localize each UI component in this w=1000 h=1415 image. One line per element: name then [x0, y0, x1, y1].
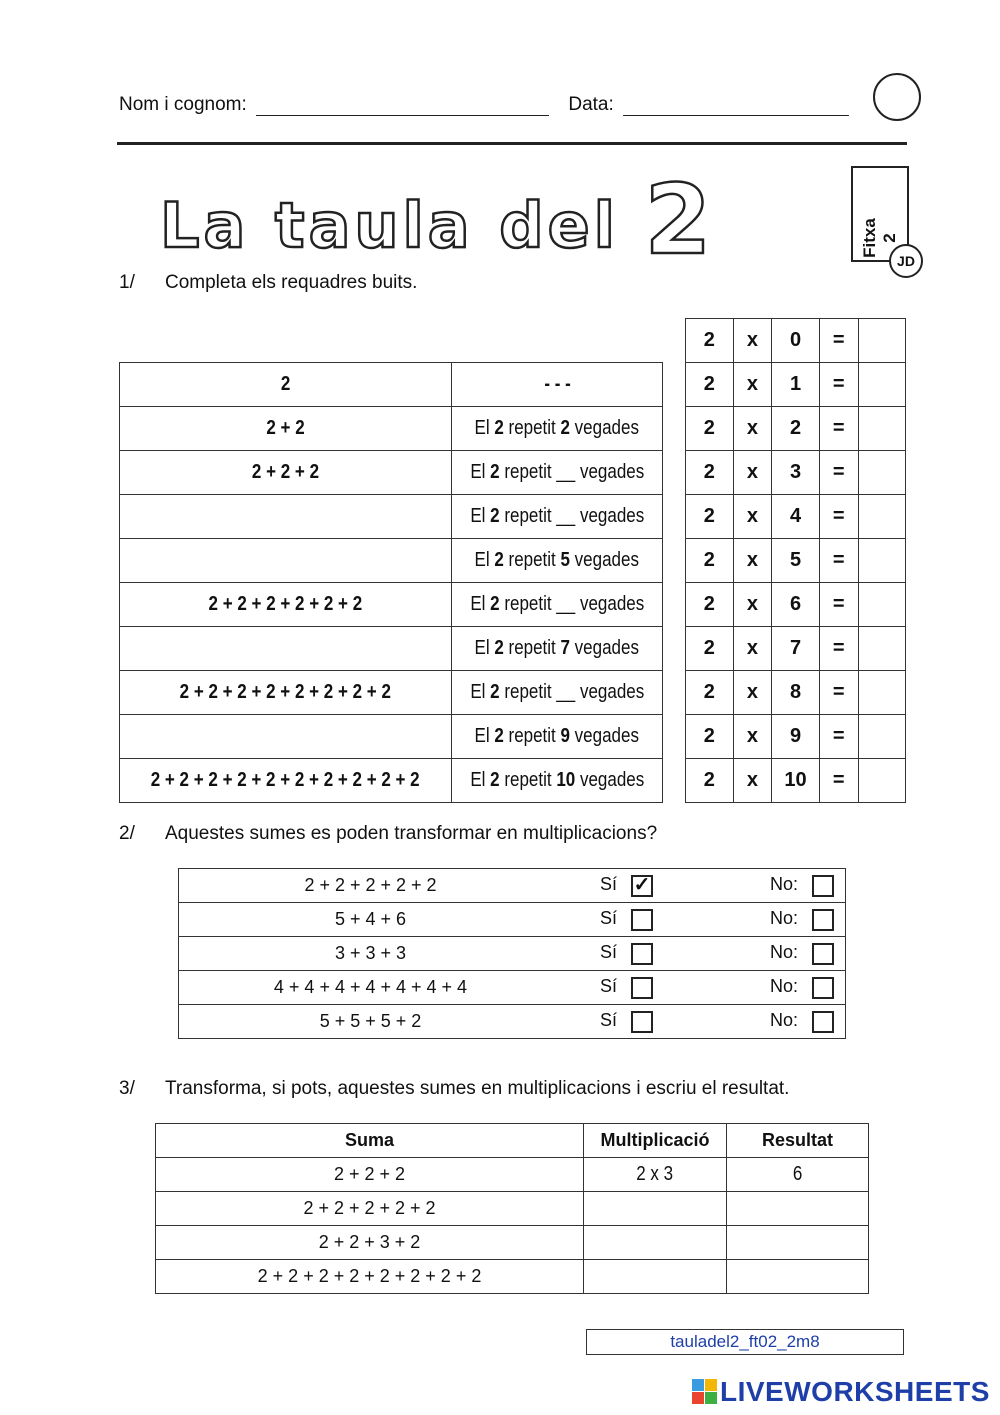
mult-factor-a: 2 — [686, 407, 734, 451]
rep-prefix: El — [470, 593, 491, 615]
transform-table — [155, 1123, 869, 1294]
mult-factor-b: 9 — [772, 715, 820, 759]
mult-equals: = — [819, 583, 858, 627]
rep-middle: repetit __ vegades — [499, 461, 645, 483]
yes-checkbox[interactable]: ✓ — [631, 875, 653, 897]
no-checkbox[interactable] — [812, 977, 834, 999]
repetition-cell — [452, 715, 663, 759]
yes-no-row — [179, 869, 846, 903]
suma-cell: 2 + 2 + 2 + 2 + 2 — [156, 1192, 584, 1226]
repetition-text — [470, 461, 644, 484]
mult-row — [686, 627, 906, 671]
rep-prefix: El — [470, 505, 491, 527]
rep-middle: repetit — [504, 725, 561, 747]
mult-factor-a: 2 — [686, 627, 734, 671]
mult-sign: x — [733, 759, 772, 803]
yes-checkbox[interactable] — [631, 909, 653, 931]
header-suma: Suma — [156, 1124, 584, 1158]
yes-cell — [562, 937, 742, 971]
rep-middle: repetit — [504, 549, 561, 571]
repetition-cell — [452, 759, 663, 803]
rep-count: 10 — [556, 769, 576, 791]
no-label: No: — [770, 942, 799, 963]
mult-row — [686, 715, 906, 759]
mult-row — [686, 495, 906, 539]
transform-row — [156, 1158, 869, 1192]
jd-logo: JD — [889, 244, 923, 278]
transform-row — [156, 1192, 869, 1226]
repetition-text — [475, 725, 639, 748]
mult-equals: = — [819, 495, 858, 539]
mult-equals: = — [819, 671, 858, 715]
sum-expression: 2 + 2 + 2 + 2 + 2 — [179, 869, 563, 903]
name-field[interactable] — [256, 97, 549, 116]
sum-cell — [120, 363, 452, 407]
yes-cell — [562, 903, 742, 937]
mult-row — [686, 539, 906, 583]
rep-suffix: vegades — [570, 549, 640, 571]
rep-prefix: El — [474, 637, 495, 659]
mult-answer-input[interactable] — [858, 759, 905, 803]
multiplication-table — [685, 318, 906, 803]
rep-base: 2 — [494, 549, 505, 571]
sum-cell — [120, 451, 452, 495]
mult-factor-b: 2 — [772, 407, 820, 451]
rep-prefix: El — [474, 417, 495, 439]
sum-cell — [120, 407, 452, 451]
mult-row — [686, 319, 906, 363]
mult-sign: x — [733, 319, 772, 363]
multiplicacio-text: 2 x 3 — [636, 1163, 674, 1185]
mult-factor-a: 2 — [686, 759, 734, 803]
q2-heading — [119, 823, 657, 845]
repetition-cell — [452, 583, 663, 627]
q3-heading — [119, 1078, 789, 1100]
no-label: No: — [770, 976, 799, 997]
mult-sign: x — [733, 627, 772, 671]
rep-middle: repetit __ vegades — [499, 593, 645, 615]
yes-cell — [562, 971, 742, 1005]
mult-factor-b: 4 — [772, 495, 820, 539]
yes-cell — [562, 869, 742, 903]
mult-sign: x — [733, 495, 772, 539]
mult-sign: x — [733, 583, 772, 627]
repetition-text — [475, 549, 639, 572]
yes-checkbox[interactable] — [631, 1011, 653, 1033]
sum-expression: 4 + 4 + 4 + 4 + 4 + 4 + 4 — [179, 971, 563, 1005]
q1-number: 1/ — [119, 272, 135, 293]
sum-cell[interactable] — [120, 627, 452, 671]
mult-sign: x — [733, 715, 772, 759]
repetition-text — [470, 505, 644, 528]
yes-no-row — [179, 937, 846, 971]
brand-text: LIVEWORKSHEETS — [720, 1376, 990, 1407]
q3-number: 3/ — [119, 1078, 135, 1099]
q3-text: Transforma, si pots, aquestes sumes en multiplicacions i escriu el resultat. — [165, 1078, 790, 1099]
repetition-text — [470, 681, 644, 704]
yes-label: Sí — [600, 1010, 618, 1031]
resultat-cell — [727, 1158, 869, 1192]
no-checkbox[interactable] — [812, 943, 834, 965]
yes-label: Sí — [600, 908, 618, 929]
mult-row — [686, 671, 906, 715]
rep-base: 2 — [494, 417, 505, 439]
sum-expression: 5 + 4 + 6 — [179, 903, 563, 937]
no-cell — [742, 1005, 846, 1039]
multiplicacio-cell — [584, 1158, 727, 1192]
sum-row — [120, 363, 663, 407]
rep-count: 7 — [560, 637, 571, 659]
mult-factor-b: 1 — [772, 363, 820, 407]
no-cell — [742, 903, 846, 937]
rep-prefix: El — [470, 681, 491, 703]
no-checkbox[interactable] — [812, 875, 834, 897]
title-number: 2 — [644, 164, 716, 276]
name-label: Nom i cognom: — [119, 94, 247, 115]
sum-cell — [120, 671, 452, 715]
yes-no-row — [179, 903, 846, 937]
mult-answer-input[interactable] — [858, 715, 905, 759]
sum-text: 2 + 2 + 2 — [252, 461, 320, 483]
rep-count: 9 — [560, 725, 571, 747]
mult-row — [686, 363, 906, 407]
mult-equals: = — [819, 715, 858, 759]
yes-checkbox[interactable] — [631, 977, 653, 999]
date-field[interactable] — [623, 97, 849, 116]
resultat-cell[interactable] — [727, 1260, 869, 1294]
mult-equals: = — [819, 363, 858, 407]
sum-row — [120, 583, 663, 627]
rep-count: 5 — [560, 549, 571, 571]
sum-row — [120, 759, 663, 803]
repetition-cell — [452, 363, 663, 407]
sum-expression: 5 + 5 + 5 + 2 — [179, 1005, 563, 1039]
rep-base: 2 — [490, 593, 500, 615]
rep-prefix: El — [474, 549, 495, 571]
mult-factor-b: 10 — [772, 759, 820, 803]
rep-middle: repetit __ vegades — [499, 681, 645, 703]
repetition-text — [470, 593, 644, 616]
mult-sign: x — [733, 363, 772, 407]
no-checkbox[interactable] — [812, 1011, 834, 1033]
no-label: No: — [770, 874, 799, 895]
transform-row — [156, 1226, 869, 1260]
repetition-cell — [452, 627, 663, 671]
mult-row — [686, 407, 906, 451]
header-resultat: Resultat — [727, 1124, 869, 1158]
mult-answer-input[interactable] — [858, 583, 905, 627]
repetition-text — [470, 769, 644, 792]
rep-middle: repetit — [499, 769, 557, 791]
no-checkbox[interactable] — [812, 909, 834, 931]
rep-base: 2 — [494, 725, 505, 747]
rep-middle: repetit __ vegades — [499, 505, 645, 527]
mult-factor-a: 2 — [686, 715, 734, 759]
rep-suffix: vegades — [570, 417, 640, 439]
mult-answer-input[interactable] — [858, 671, 905, 715]
mult-answer-input[interactable] — [858, 363, 905, 407]
rep-middle: repetit — [504, 417, 561, 439]
repetition-cell — [452, 539, 663, 583]
yes-label: Sí — [600, 942, 618, 963]
rep-base: 2 — [494, 637, 505, 659]
yes-no-row — [179, 971, 846, 1005]
multiplicacio-cell[interactable] — [584, 1226, 727, 1260]
sum-row — [120, 495, 663, 539]
mult-factor-b: 5 — [772, 539, 820, 583]
mult-equals: = — [819, 627, 858, 671]
mult-answer-input[interactable] — [858, 539, 905, 583]
resultat-text: 6 — [792, 1163, 803, 1185]
sums-table — [119, 362, 663, 803]
fitxa-label: Fitxa 2 — [860, 218, 899, 258]
mult-row — [686, 759, 906, 803]
header-fields — [119, 94, 849, 116]
yes-label: Sí — [600, 976, 618, 997]
repetition-text — [544, 373, 570, 396]
mult-factor-b: 8 — [772, 671, 820, 715]
no-cell — [742, 869, 846, 903]
mult-factor-b: 6 — [772, 583, 820, 627]
repetition-text — [475, 417, 639, 440]
mult-factor-b: 3 — [772, 451, 820, 495]
rep-prefix: El — [470, 461, 491, 483]
suma-cell: 2 + 2 + 3 + 2 — [156, 1226, 584, 1260]
rep-prefix: El — [470, 769, 491, 791]
mult-equals: = — [819, 407, 858, 451]
rep-base: 2 — [490, 505, 500, 527]
sum-cell[interactable] — [120, 539, 452, 583]
yes-label: Sí — [600, 874, 618, 895]
repetition-text — [475, 637, 639, 660]
multiplicacio-cell[interactable] — [584, 1260, 727, 1294]
repetition-dashes: - - - — [543, 373, 571, 395]
no-label: No: — [770, 1010, 799, 1031]
mult-equals: = — [819, 539, 858, 583]
sum-row — [120, 539, 663, 583]
mult-answer-input[interactable] — [858, 627, 905, 671]
resultat-cell[interactable] — [727, 1192, 869, 1226]
sum-text: 2 + 2 — [266, 417, 305, 439]
q1-text: Completa els requadres buits. — [165, 272, 418, 293]
mult-answer-input[interactable] — [858, 407, 905, 451]
sum-cell[interactable] — [120, 715, 452, 759]
mult-row — [686, 451, 906, 495]
q2-number: 2/ — [119, 823, 135, 844]
no-cell — [742, 971, 846, 1005]
mult-sign: x — [733, 451, 772, 495]
mult-equals: = — [819, 759, 858, 803]
sum-row — [120, 671, 663, 715]
yes-no-table — [178, 868, 846, 1039]
repetition-cell — [452, 495, 663, 539]
mult-factor-a: 2 — [686, 539, 734, 583]
no-label: No: — [770, 908, 799, 929]
mult-sign: x — [733, 539, 772, 583]
title-text: La taula del — [160, 189, 619, 262]
mult-factor-b: 7 — [772, 627, 820, 671]
date-label: Data: — [568, 94, 614, 115]
mult-answer-input[interactable] — [858, 495, 905, 539]
header-multiplicacio: Multiplicació — [584, 1124, 727, 1158]
sum-cell[interactable] — [120, 495, 452, 539]
page-title — [160, 158, 716, 276]
brand-logo — [692, 1376, 990, 1408]
rep-base: 2 — [490, 461, 500, 483]
rep-suffix: vegades — [570, 725, 640, 747]
repetition-cell — [452, 407, 663, 451]
suma-cell: 2 + 2 + 2 — [156, 1158, 584, 1192]
sum-text: 2 + 2 + 2 + 2 + 2 + 2 + 2 + 2 — [179, 681, 392, 703]
mult-answer-input[interactable] — [858, 451, 905, 495]
resultat-cell[interactable] — [727, 1226, 869, 1260]
rep-base: 2 — [490, 769, 500, 791]
transform-row — [156, 1260, 869, 1294]
repetition-cell — [452, 451, 663, 495]
transform-header-row — [156, 1124, 869, 1158]
sum-text: 2 + 2 + 2 + 2 + 2 + 2 — [208, 593, 363, 615]
rep-count: 2 — [560, 417, 571, 439]
sum-text: 2 + 2 + 2 + 2 + 2 + 2 + 2 + 2 + 2 + 2 — [151, 769, 421, 791]
suma-cell: 2 + 2 + 2 + 2 + 2 + 2 + 2 + 2 — [156, 1260, 584, 1294]
sum-expression: 3 + 3 + 3 — [179, 937, 563, 971]
yes-checkbox[interactable] — [631, 943, 653, 965]
mult-row — [686, 583, 906, 627]
mult-factor-a: 2 — [686, 583, 734, 627]
rep-suffix: vegades — [575, 769, 645, 791]
sum-cell — [120, 759, 452, 803]
sum-row — [120, 715, 663, 759]
q1-heading — [119, 272, 417, 294]
mult-equals: = — [819, 451, 858, 495]
mult-factor-b: 0 — [772, 319, 820, 363]
grade-circle — [873, 73, 921, 121]
repetition-cell — [452, 671, 663, 715]
mult-factor-a: 2 — [686, 451, 734, 495]
sum-row — [120, 451, 663, 495]
sum-row — [120, 407, 663, 451]
rep-prefix: El — [474, 725, 495, 747]
rep-middle: repetit — [504, 637, 561, 659]
sum-text: 2 — [280, 373, 291, 395]
liveworksheets-icon — [692, 1379, 718, 1405]
yes-no-row — [179, 1005, 846, 1039]
yes-cell — [562, 1005, 742, 1039]
mult-sign: x — [733, 671, 772, 715]
header-rule — [117, 142, 907, 145]
sum-cell — [120, 583, 452, 627]
mult-factor-a: 2 — [686, 671, 734, 715]
mult-factor-a: 2 — [686, 495, 734, 539]
mult-equals: = — [819, 319, 858, 363]
no-cell — [742, 937, 846, 971]
multiplicacio-cell[interactable] — [584, 1192, 727, 1226]
q2-text: Aquestes sumes es poden transformar en multiplicacions? — [165, 823, 658, 844]
rep-base: 2 — [490, 681, 500, 703]
mult-factor-a: 2 — [686, 319, 734, 363]
mult-factor-a: 2 — [686, 363, 734, 407]
rep-suffix: vegades — [570, 637, 640, 659]
mult-sign: x — [733, 407, 772, 451]
mult-answer-input[interactable] — [858, 319, 905, 363]
sum-row — [120, 627, 663, 671]
worksheet-code: tauladel2_ft02_2m8 — [586, 1329, 904, 1355]
